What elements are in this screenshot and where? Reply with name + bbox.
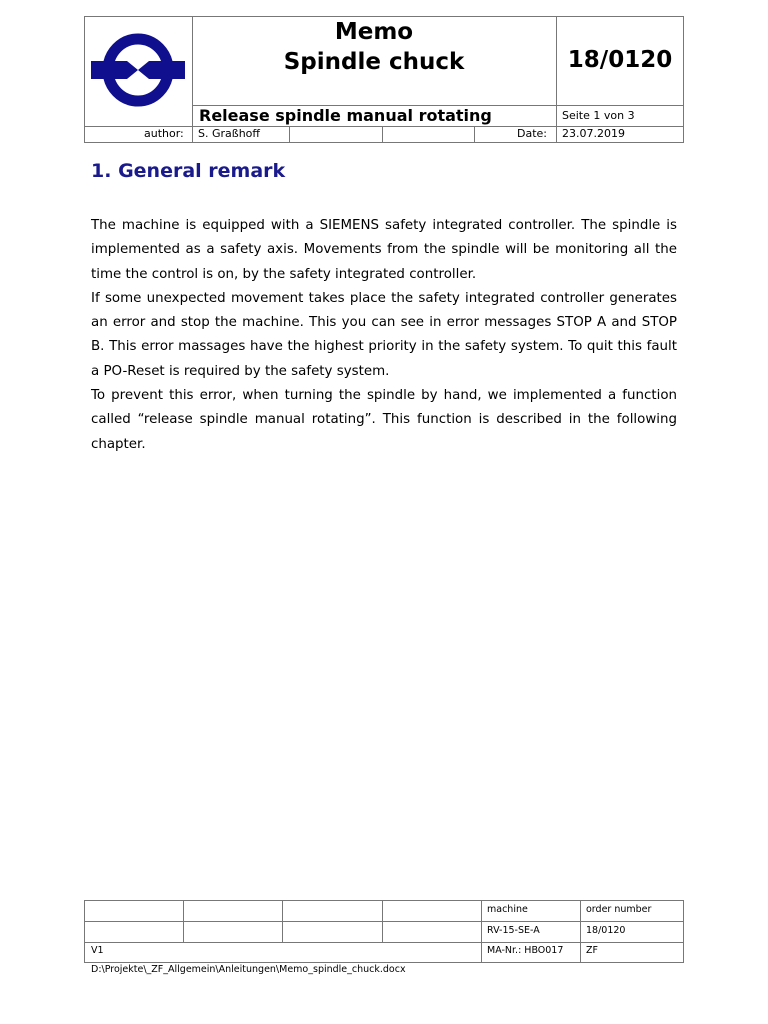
file-path: D:\Projekte\_ZF_Allgemein\Anleitungen\Memo_spindle_chuck.docx <box>91 964 406 975</box>
body-text <box>91 214 677 457</box>
machine-value: RV-15-SE-A <box>487 925 540 936</box>
page-info: Seite 1 von 3 <box>562 109 635 122</box>
memo-header-table <box>84 16 684 142</box>
date-label: Date: <box>517 127 547 140</box>
logo-cell <box>84 16 192 126</box>
date-value: 23.07.2019 <box>562 127 625 140</box>
memo-subject: Release spindle manual rotating <box>199 106 492 125</box>
ma-number: MA-Nr.: HBO017 <box>487 945 564 956</box>
paragraph: The machine is equipped with a SIEMENS safety integrated controller. The spindle is implemented as a safety axis. Movements from the spindle will be monitoring all the time the control is on, by the safety integrated controller. <box>91 218 677 282</box>
section-heading <box>91 158 285 184</box>
version: V1 <box>91 945 104 956</box>
machine-label: machine <box>487 904 528 915</box>
paragraph: If some unexpected movement takes place the safety integrated controller generates an error and stop the machine. This you can see in error messages STOP A and STOP B. This error massages have the highest priority in the safety system. To quit this fault a PO-Reset is required by the safety system. <box>91 290 677 379</box>
customer: ZF <box>586 945 598 956</box>
company-logo-icon <box>91 32 185 108</box>
author-value: S. Graßhoff <box>198 127 260 140</box>
memo-title: Memo <box>334 19 414 45</box>
document-number: 18/0120 <box>567 47 673 73</box>
order-number-value: 18/0120 <box>586 925 626 936</box>
section-number: 1. <box>91 160 112 182</box>
section-title: General remark <box>118 160 286 182</box>
order-number-label: order number <box>586 904 652 915</box>
footer-table <box>84 900 684 963</box>
paragraph: To prevent this error, when turning the spindle by hand, we implemented a function called “release spindle manual rotating”. This function is described in the following chapter. <box>91 388 677 452</box>
author-label: author: <box>144 127 184 140</box>
memo-subtitle: Spindle chuck <box>283 49 465 75</box>
